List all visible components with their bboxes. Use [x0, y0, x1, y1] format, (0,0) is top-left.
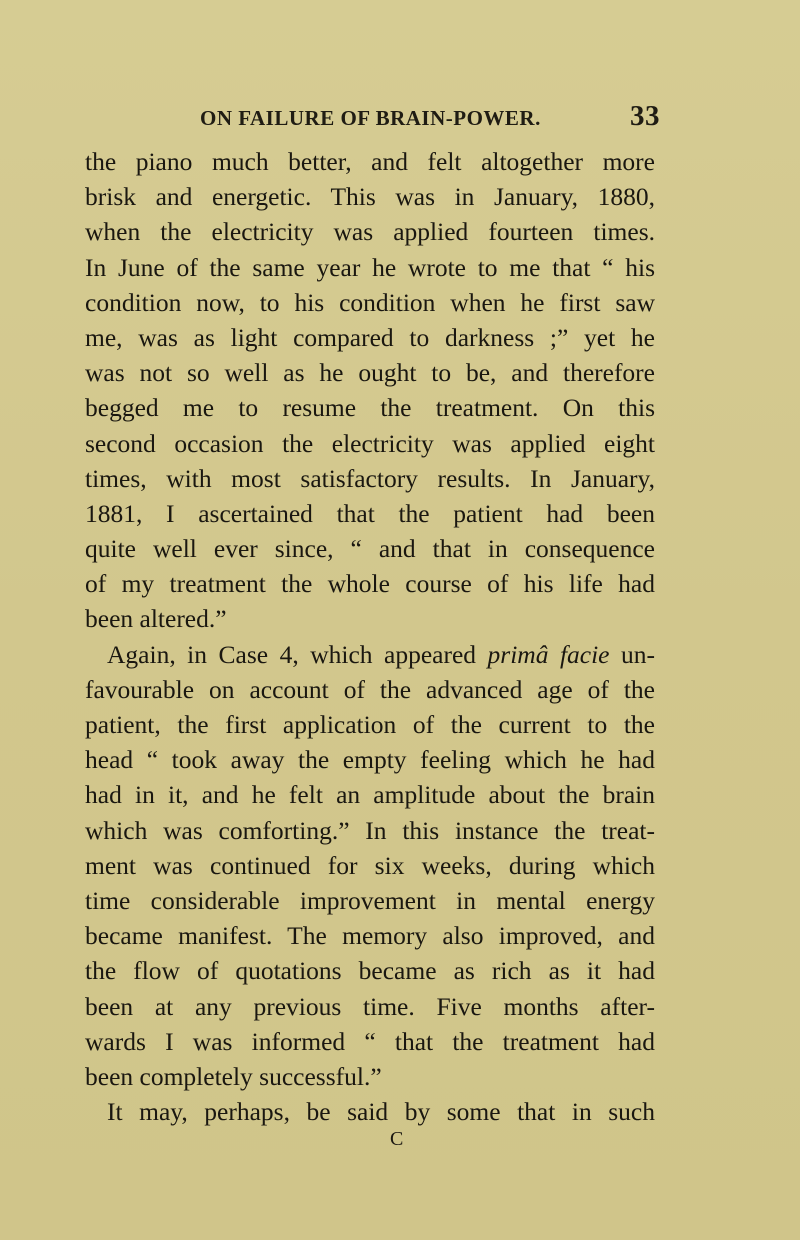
text-line: quite well ever since, “ and that in consequence [85, 534, 655, 564]
text-line: which was comforting.” In this instance the treat- [85, 815, 655, 845]
text-line: became manifest. The memory also improved, and [85, 921, 655, 951]
text-line-with-italic [85, 637, 655, 672]
text-line: time considerable improvement in mental energy [85, 885, 655, 915]
text-span: Again, in Case 4, which appeared [107, 639, 477, 669]
text-line: was not so well as he ought to be, and therefore [85, 358, 655, 388]
text-line: the flow of quotations became as rich as it had [85, 956, 655, 986]
signature-mark: C [390, 1128, 404, 1150]
text-line: times, with most satisfactory results. In January, [85, 463, 655, 493]
text-line: second occasion the electricity was applied eight [85, 428, 655, 458]
text-line: brisk and energetic. This was in January, 1880, [85, 182, 655, 212]
text-line: of my treatment the whole course of his life had [85, 569, 655, 599]
text-line: had in it, and he felt an amplitude about the brain [85, 780, 655, 810]
text-line: when the electricity was applied fourteen times. [85, 217, 655, 247]
running-head: ON FAILURE OF BRAIN-POWER. [200, 106, 541, 130]
text-line: patient, the first application of the current to the [85, 710, 655, 739]
page-number: 33 [630, 100, 660, 132]
text-line: In June of the same year he wrote to me that “ his [85, 252, 655, 282]
text-line: me, was as light compared to darkness ;” yet he [85, 322, 655, 352]
text-span: un- [621, 639, 656, 669]
text-line: the piano much better, and felt altogether more [85, 147, 655, 176]
page-header [180, 100, 660, 140]
text-line: condition now, to his condition when he first saw [85, 287, 655, 317]
italic-phrase: primâ facie [487, 639, 610, 669]
text-line: 1881, I ascertained that the patient had been [85, 498, 655, 528]
text-line: begged me to resume the treatment. On this [85, 393, 655, 423]
text-line: head “ took away the empty feeling which he had [85, 745, 655, 775]
text-line: been at any previous time. Five months after- [85, 991, 655, 1021]
text-line: favourable on account of the advanced age of the [85, 674, 655, 704]
text-line: been completely successful.” [85, 1061, 382, 1091]
text-line: been altered.” [85, 604, 227, 634]
text-line: ment was continued for six weeks, during which [85, 850, 655, 880]
text-line: wards I was informed “ that the treatment had [85, 1026, 655, 1056]
body-text [85, 144, 655, 1129]
text-line: It may, perhaps, be said by some that in such [107, 1097, 655, 1127]
